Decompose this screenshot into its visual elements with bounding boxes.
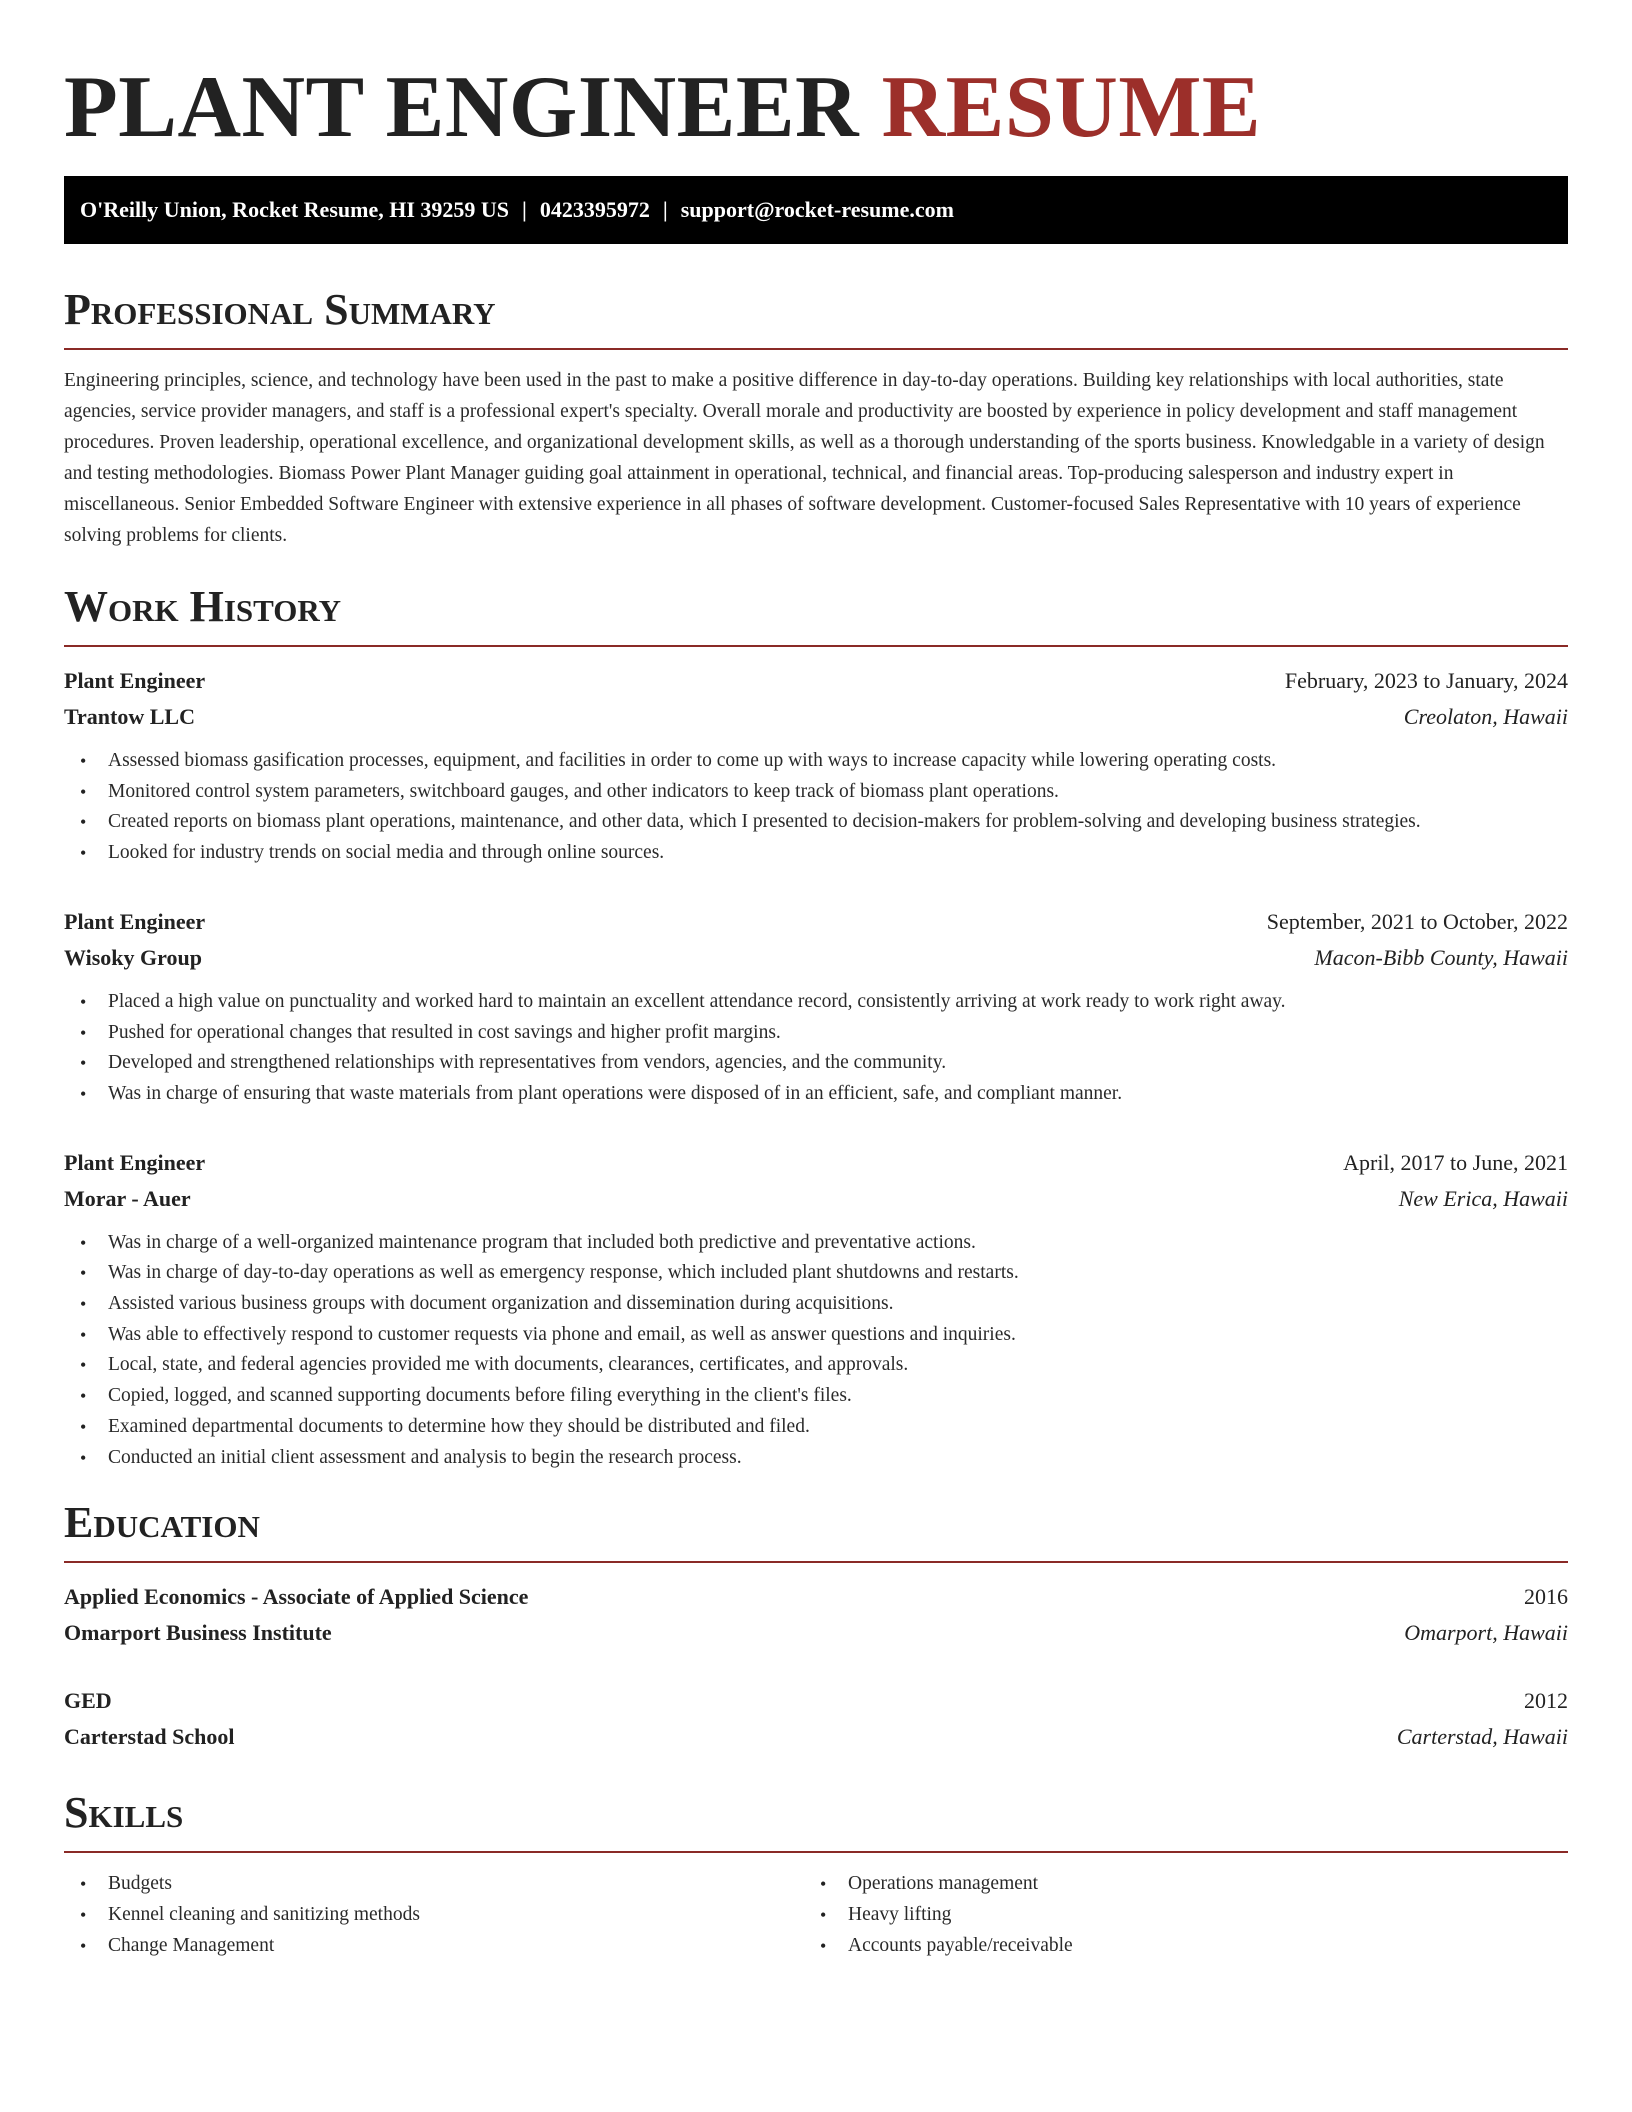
education-degree: GED bbox=[64, 1688, 112, 1714]
list-item: • Copied, logged, and scanned supporting documents before filing everything in the client's files. bbox=[64, 1381, 1568, 1412]
list-item: • Conducted an initial client assessment and analysis to begin the research process. bbox=[64, 1443, 1568, 1474]
job-location: Macon-Bibb County, Hawaii bbox=[1314, 944, 1568, 970]
skill-item: • Operations management bbox=[804, 1869, 1544, 1900]
skills-column-right bbox=[804, 1869, 1544, 1961]
contact-phone: 0423395972 bbox=[539, 197, 650, 222]
skill-item: • Kennel cleaning and sanitizing methods bbox=[64, 1900, 804, 1931]
job-location: Creolaton, Hawaii bbox=[1403, 704, 1568, 729]
list-item: • Placed a high value on punctuality and worked hard to maintain an excellent attendance record, consistently arriving at work ready to work right away. bbox=[64, 987, 1568, 1018]
education-location: Omarport, Hawaii bbox=[1404, 1620, 1568, 1646]
job-entry bbox=[64, 1145, 1568, 1474]
job-dates: September, 2021 to October, 2022 bbox=[1266, 908, 1568, 934]
job-company: Wisoky Group bbox=[64, 944, 202, 970]
title-accent: RESUME bbox=[881, 59, 1262, 156]
summary-heading: Professional Summary bbox=[64, 284, 1568, 350]
skills-list bbox=[64, 1869, 804, 1961]
skills-column-left bbox=[64, 1869, 804, 1961]
job-header-row bbox=[64, 904, 1568, 940]
education-school-row bbox=[64, 1615, 1568, 1651]
job-dates: April, 2017 to June, 2021 bbox=[1343, 1149, 1568, 1175]
education-location: Carterstad, Hawaii bbox=[1396, 1724, 1568, 1750]
skill-item: • Accounts payable/receivable bbox=[804, 1931, 1544, 1962]
list-item: • Assessed biomass gasification processes, equipment, and facilities in order to come up with ways to increase capacity while lowering operating costs. bbox=[64, 746, 1568, 777]
list-item: • Developed and strengthened relationships with representatives from vendors, agencies, and the community. bbox=[64, 1048, 1568, 1079]
list-item: • Was able to effectively respond to customer requests via phone and email, as well as answer questions and inquiries. bbox=[64, 1320, 1568, 1351]
title-main: PLANT ENGINEER bbox=[64, 59, 860, 156]
list-item: • Examined departmental documents to determine how they should be distributed and filed. bbox=[64, 1412, 1568, 1443]
job-entry bbox=[64, 663, 1568, 869]
job-bullet-list bbox=[64, 1228, 1568, 1474]
job-location: New Erica, Hawaii bbox=[1398, 1185, 1568, 1211]
job-company-row bbox=[64, 940, 1568, 976]
education-school-row bbox=[64, 1719, 1568, 1755]
summary-text: Engineering principles, science, and technology have been used in the past to make a positive difference in day-to-day operations. Building key relationships with local authorities, state agencies, service provider managers, and staff is a professional expert's specialty. Overall morale and productivity are boosted by experience in policy development and staff management procedures. Proven leadership, operational excellence, and organizational development skills, as well as a thorough understanding of the sports business. Knowledgable in a variety of design and testing methodologies. Biomass Power Plant Manager guiding goal attainment in operational, technical, and financial areas. Top-producing salesperson and industry expert in miscellaneous. Senior Embedded Software Engineer with extensive experience in all phases of software development. Customer-focused Sales Representative with 10 years of experience solving problems for clients. bbox=[64, 370, 1545, 546]
job-title: Plant Engineer bbox=[64, 668, 206, 693]
skill-item: • Budgets bbox=[64, 1869, 804, 1900]
contact-separator: | bbox=[662, 197, 668, 222]
education-header-row bbox=[64, 1579, 1568, 1615]
skills-heading: Skills bbox=[64, 1787, 1568, 1853]
list-item: • Was in charge of ensuring that waste materials from plant operations were disposed of in an efficient, safe, and compliant manner. bbox=[64, 1079, 1568, 1110]
education-heading: Education bbox=[64, 1497, 1568, 1563]
job-header-row bbox=[64, 663, 1568, 699]
work-history-heading: Work History bbox=[64, 581, 1568, 647]
list-item: • Was in charge of a well-organized maintenance program that included both predictive and preventative actions. bbox=[64, 1228, 1568, 1259]
list-item: • Local, state, and federal agencies provided me with documents, clearances, certificates, and approvals. bbox=[64, 1350, 1568, 1381]
job-dates: February, 2023 to January, 2024 bbox=[1284, 668, 1568, 693]
contact-separator: | bbox=[522, 197, 527, 222]
education-school: Carterstad School bbox=[64, 1724, 235, 1750]
job-bullet-list bbox=[64, 987, 1568, 1110]
skill-item: • Heavy lifting bbox=[804, 1900, 1544, 1931]
contact-address: O'Reilly Union, Rocket Resume, HI 39259 US bbox=[80, 197, 509, 222]
education-year: 2016 bbox=[1524, 1584, 1568, 1610]
education-school: Omarport Business Institute bbox=[64, 1620, 332, 1646]
job-title: Plant Engineer bbox=[64, 908, 206, 934]
education-year: 2012 bbox=[1524, 1688, 1568, 1714]
contact-bar bbox=[64, 176, 1568, 244]
education-header-row bbox=[64, 1683, 1568, 1719]
job-company: Trantow LLC bbox=[64, 704, 195, 729]
education-entry bbox=[64, 1683, 1568, 1755]
list-item: • Created reports on biomass plant operations, maintenance, and other data, which I presented to decision-makers for problem-solving and developing business strategies. bbox=[64, 807, 1568, 838]
list-item: • Assisted various business groups with document organization and dissemination during acquisitions. bbox=[64, 1289, 1568, 1320]
job-company-row bbox=[64, 699, 1568, 735]
job-title: Plant Engineer bbox=[64, 1149, 206, 1175]
resume-page bbox=[64, 0, 1568, 1961]
job-bullet-list bbox=[64, 746, 1568, 869]
skill-item: • Change Management bbox=[64, 1931, 804, 1962]
job-company: Morar - Auer bbox=[64, 1185, 191, 1211]
job-header-row bbox=[64, 1145, 1568, 1181]
list-item: • Pushed for operational changes that resulted in cost savings and higher profit margins. bbox=[64, 1018, 1568, 1049]
skills-grid bbox=[64, 1869, 1568, 1961]
job-company-row bbox=[64, 1181, 1568, 1217]
resume-title bbox=[64, 0, 1568, 166]
list-item: • Monitored control system parameters, switchboard gauges, and other indicators to keep track of biomass plant operations. bbox=[64, 777, 1568, 808]
list-item: • Looked for industry trends on social media and through online sources. bbox=[64, 838, 1568, 869]
education-degree: Applied Economics - Associate of Applied Science bbox=[64, 1584, 529, 1610]
list-item: • Was in charge of day-to-day operations as well as emergency response, which included plant shutdowns and restarts. bbox=[64, 1258, 1568, 1289]
contact-email: support@rocket-resume.com bbox=[680, 197, 954, 222]
education-entry bbox=[64, 1579, 1568, 1651]
skills-list bbox=[804, 1869, 1544, 1961]
job-entry bbox=[64, 904, 1568, 1110]
